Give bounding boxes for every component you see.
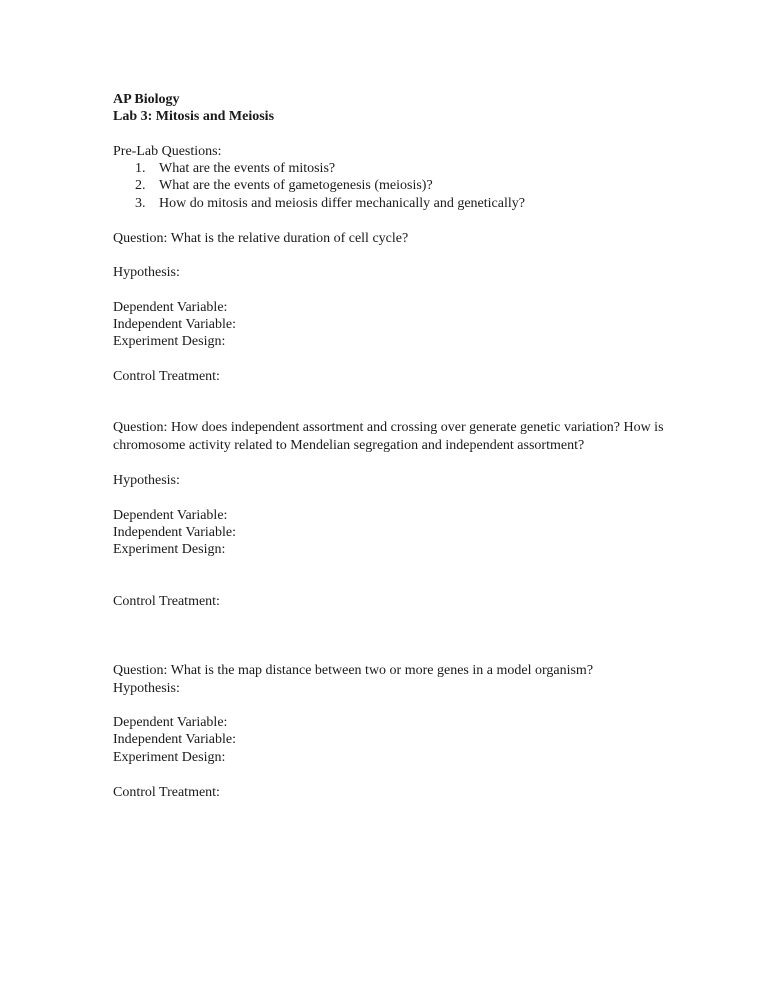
section-1-experiment-design: Experiment Design: bbox=[113, 334, 226, 349]
section-2-question: Question: How does independent assortment and crossing over generate genetic variation? How is chromosome activity related to Mendelian segregation and independent assortment? bbox=[113, 420, 664, 453]
section-3-dependent-variable: Dependent Variable: bbox=[113, 715, 228, 730]
section-3-independent-variable: Independent Variable: bbox=[113, 732, 236, 747]
section-1-dependent-variable: Dependent Variable: bbox=[113, 300, 228, 315]
section-1-question: Question: What is the relative duration of cell cycle? bbox=[113, 231, 409, 246]
prelab-item-text: What are the events of gametogenesis (meiosis)? bbox=[159, 178, 433, 193]
section-3-control-treatment: Control Treatment: bbox=[113, 785, 220, 800]
section-3-experiment-design: Experiment Design: bbox=[113, 750, 226, 765]
section-1-independent-variable: Independent Variable: bbox=[113, 317, 236, 332]
prelab-item-number: 2. bbox=[135, 178, 146, 193]
prelab-item-number: 3. bbox=[135, 196, 146, 211]
section-2-control-treatment: Control Treatment: bbox=[113, 594, 220, 609]
section-1-control-treatment: Control Treatment: bbox=[113, 369, 220, 384]
course-title: AP Biology bbox=[113, 92, 180, 107]
section-3-question: Question: What is the map distance between two or more genes in a model organism? bbox=[113, 663, 594, 678]
section-1-hypothesis: Hypothesis: bbox=[113, 265, 180, 280]
section-3-hypothesis: Hypothesis: bbox=[113, 681, 180, 696]
section-2-dependent-variable: Dependent Variable: bbox=[113, 508, 228, 523]
prelab-item-text: What are the events of mitosis? bbox=[159, 161, 336, 176]
section-2-experiment-design: Experiment Design: bbox=[113, 542, 226, 557]
prelab-item-text: How do mitosis and meiosis differ mechanically and genetically? bbox=[159, 196, 525, 211]
section-2-independent-variable: Independent Variable: bbox=[113, 525, 236, 540]
lab-title: Lab 3: Mitosis and Meiosis bbox=[113, 109, 275, 124]
section-2-hypothesis: Hypothesis: bbox=[113, 473, 180, 488]
prelab-heading: Pre-Lab Questions: bbox=[113, 144, 222, 159]
prelab-item-number: 1. bbox=[135, 161, 146, 176]
